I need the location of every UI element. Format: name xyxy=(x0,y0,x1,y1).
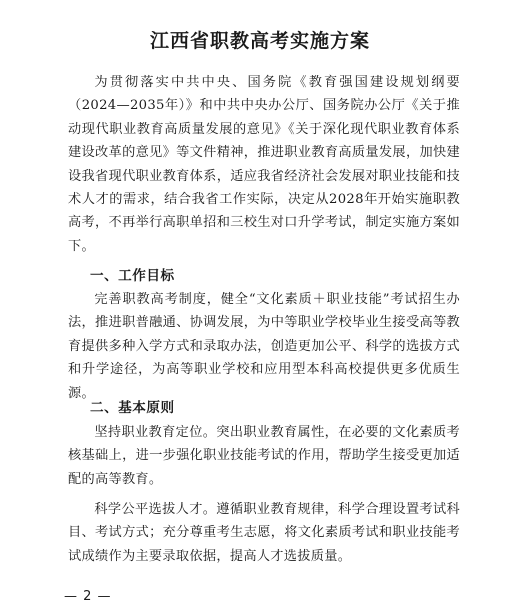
document-title: 江西省职教高考实施方案 xyxy=(149,30,370,52)
principle-paragraph-fair-selection: 科学公平选拔人才。遵循职业教育规律，科学合理设置考试科目、考试方式；充分尊重考生志愿，将文化素质考试和职业技能考试成绩作为主要录取依据，提高人才选拔质量。 xyxy=(68,502,460,564)
section-heading-principles: 二、基本原则 xyxy=(90,400,175,416)
section-heading-goals: 一、工作目标 xyxy=(90,268,175,284)
goals-paragraph: 完善职教高考制度，健全“文化素质＋职业技能”考试招生办法，推进职普融通、协调发展，为中等职业学校毕业生接受高等教育提供多种入学方式和录取办法，创造更加公平、科学的选拔方式和升学途径，为高等职业学校和应用型本科高校提供更多优质生源。 xyxy=(68,292,460,401)
intro-paragraph: 为贯彻落实中共中央、国务院《教育强国建设规划纲要（2024—2035年）》和中共中央办公厅、国务院办公厅《关于推动现代职业教育高质量发展的意见》《关于深化现代职业教育体系建设改革的意见》等文件精神，推进职业教育高质量发展，加快建设我省现代职业教育体系，适应我省经济社会发展对职业技能和技术人才的需求，结合我省工作实际，决定从2028年开始实施职教高考，不再举行高职单招和三校生对口升学考试，制定实施方案如下。 xyxy=(68,75,460,254)
page-number: — 2 — xyxy=(64,589,112,604)
principle-paragraph-positioning: 坚持职业教育定位。突出职业教育属性，在必要的文化素质考核基础上，进一步强化职业技能考试的作用，帮助学生接受更加适配的高等教育。 xyxy=(68,425,460,487)
